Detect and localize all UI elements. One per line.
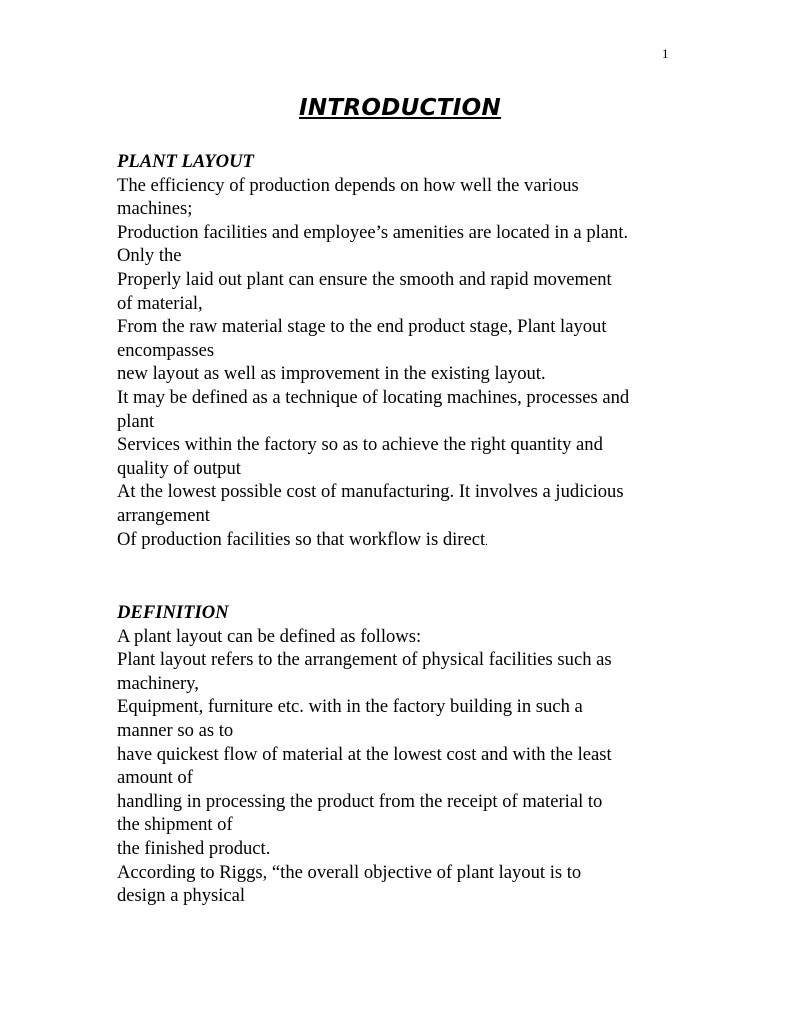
text-line: encompasses: [117, 339, 215, 361]
text-line: From the raw material stage to the end product stage, Plant layout: [117, 316, 607, 338]
text-line: new layout as well as improvement in the existing layout.: [117, 363, 546, 385]
text-line: Properly laid out plant can ensure the smooth and rapid movement: [117, 268, 612, 290]
page-title: INTRODUCTION: [298, 95, 502, 121]
text-line: design a physical: [117, 885, 246, 907]
section-heading: PLANT LAYOUT: [117, 151, 254, 172]
text-line: the finished product.: [117, 838, 271, 860]
text-line: Plant layout refers to the arrangement of physical facilities such as: [117, 649, 612, 671]
text-line: The efficiency of production depends on how well the various: [117, 174, 579, 196]
period-mark: .: [485, 535, 488, 548]
text-line: Production facilities and employee’s amenities are located in a plant.: [117, 221, 629, 243]
section-definition: [117, 601, 717, 908]
section-plant-layout: [117, 150, 717, 554]
text-line: [117, 528, 717, 555]
text-line: handling in processing the product from the receipt of material to: [117, 790, 603, 812]
text-line: Only the: [117, 245, 182, 267]
text-line-content: Of production facilities so that workflow is direct: [117, 528, 486, 550]
section-spacer: [117, 554, 717, 601]
text-line: machines;: [117, 198, 193, 220]
text-line: arrangement: [117, 504, 210, 526]
section-heading: DEFINITION: [117, 602, 229, 624]
text-line: machinery,: [117, 672, 199, 694]
text-line: Services within the factory so as to achieve the right quantity and: [117, 434, 603, 456]
text-line: amount of: [117, 767, 193, 789]
text-line: of material,: [117, 292, 203, 314]
text-line: manner so as to: [117, 720, 234, 742]
text-line: According to Riggs, “the overall objective of plant layout is to: [117, 861, 582, 883]
text-line: It may be defined as a technique of locating machines, processes and: [117, 386, 630, 408]
page-number: 1: [662, 46, 669, 61]
text-line: A plant layout can be defined as follows:: [117, 625, 422, 647]
text-line: Equipment, furniture etc. with in the factory building in such a: [117, 696, 583, 718]
text-line: quality of output: [117, 457, 241, 479]
text-line: the shipment of: [117, 814, 233, 836]
text-line: have quickest flow of material at the lowest cost and with the least: [117, 743, 612, 765]
text-line: plant: [117, 410, 155, 432]
document-body: [117, 150, 717, 908]
text-line: At the lowest possible cost of manufacturing. It involves a judicious: [117, 481, 624, 503]
